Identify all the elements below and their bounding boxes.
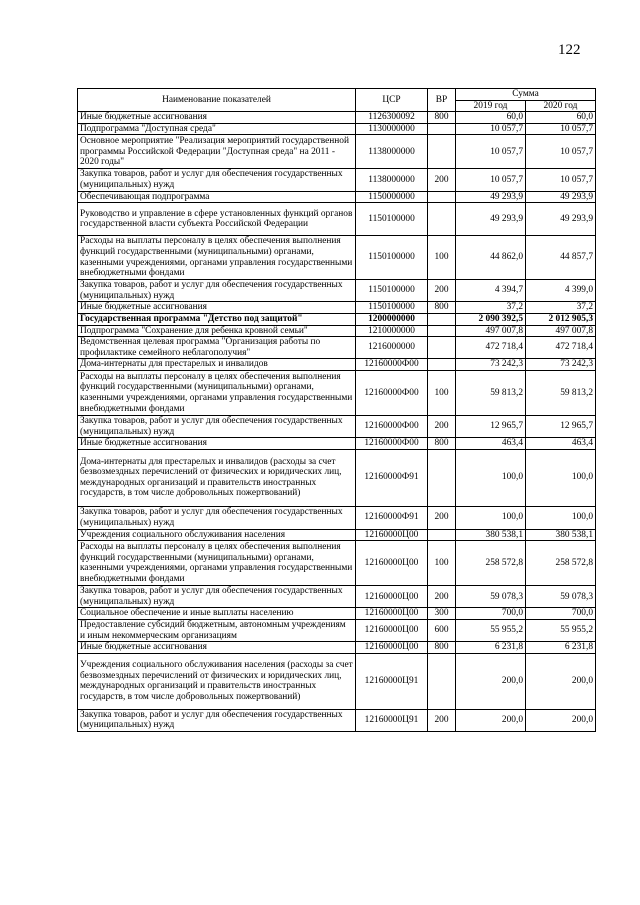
row-vr: 200 [428,169,456,191]
table-row [78,135,596,169]
row-sum-2019: 258 572,8 [456,541,526,586]
row-sum-2020: 55 955,2 [526,620,596,642]
row-name: Учреждения социального обслуживания населения [78,529,356,541]
header-sum: Сумма [456,89,596,101]
row-sum-2019: 100,0 [456,449,526,506]
table-row [78,541,596,586]
row-csr: 12160000Ц91 [356,709,428,731]
row-csr: 12160000Ц00 [356,586,428,608]
row-sum-2020: 10 057,7 [526,123,596,135]
header-name: Наименование показателей [78,89,356,112]
row-csr: 12160000Ф00 [356,359,428,371]
header-vr: ВР [428,89,456,112]
row-name: Иные бюджетные ассигнования [78,302,356,314]
row-csr: 1150100000 [356,280,428,302]
row-csr: 1150100000 [356,203,428,236]
row-csr: 12160000Ф00 [356,415,428,437]
row-sum-2019: 55 955,2 [456,620,526,642]
row-csr: 1138000000 [356,135,428,169]
table-row [78,280,596,302]
row-csr: 12160000Ц00 [356,608,428,620]
row-name: Иные бюджетные ассигнования [78,112,356,124]
row-sum-2019: 2 090 392,5 [456,313,526,325]
row-vr [428,313,456,325]
row-sum-2020: 49 293,9 [526,203,596,236]
row-name: Расходы на выплаты персоналу в целях обеспечения выполнения функций государственными (муниципальными) органами, казенными учреждениями, органами управления государственными внебюджетными фондами [78,541,356,586]
row-sum-2019: 59 078,3 [456,586,526,608]
row-name: Государственная программа "Детство под защитой" [78,313,356,325]
row-name: Расходы на выплаты персоналу в целях обеспечения выполнения функций государственными (муниципальными) органами, казенными учреждениями, органами управления государственными внебюджетными фондами [78,370,356,415]
row-sum-2020: 200,0 [526,653,596,709]
row-sum-2019: 10 057,7 [456,135,526,169]
row-vr [428,123,456,135]
row-sum-2020: 49 293,9 [526,191,596,203]
row-sum-2019: 12 965,7 [456,415,526,437]
row-csr: 1216000000 [356,337,428,359]
table-row [78,203,596,236]
row-name: Учреждения социального обслуживания населения (расходы за счет безвозмездных перечислений от физических и юридических лиц, международных организаций и правительств иностранных государств, в том числе добровольных пожертвований) [78,653,356,709]
row-name: Обеспечивающая подпрограмма [78,191,356,203]
header-csr: ЦСР [356,89,428,112]
row-sum-2020: 2 012 905,3 [526,313,596,325]
row-vr: 100 [428,541,456,586]
row-csr: 12160000Ф91 [356,506,428,529]
row-sum-2019: 472 718,4 [456,337,526,359]
row-csr: 12160000Ц00 [356,541,428,586]
table-row [78,415,596,437]
row-sum-2020: 700,0 [526,608,596,620]
row-vr: 200 [428,415,456,437]
row-name: Закупка товаров, работ и услуг для обеспечения государственных (муниципальных) нужд [78,506,356,529]
row-sum-2020: 100,0 [526,506,596,529]
row-sum-2020: 380 538,1 [526,529,596,541]
row-vr: 300 [428,608,456,620]
row-sum-2019: 10 057,7 [456,169,526,191]
table-row [78,642,596,654]
row-sum-2020: 59 078,3 [526,586,596,608]
row-sum-2020: 12 965,7 [526,415,596,437]
row-sum-2019: 380 538,1 [456,529,526,541]
budget-table [77,88,596,732]
table-row [78,529,596,541]
row-sum-2019: 200,0 [456,653,526,709]
row-csr: 1210000000 [356,325,428,337]
row-csr: 1126300092 [356,112,428,124]
row-csr: 12160000Ц00 [356,642,428,654]
row-sum-2019: 60,0 [456,112,526,124]
row-name: Закупка товаров, работ и услуг для обеспечения государственных (муниципальных) нужд [78,586,356,608]
row-name: Дома-интернаты для престарелых и инвалидов (расходы за счет безвозмездных перечислений от физических и юридических лиц, международных организаций и правительств иностранных государств, в том числе добровольных пожертвований) [78,449,356,506]
row-sum-2020: 59 813,2 [526,370,596,415]
row-sum-2020: 463,4 [526,438,596,450]
row-csr: 1150100000 [356,302,428,314]
row-sum-2020: 10 057,7 [526,169,596,191]
row-sum-2020: 472 718,4 [526,337,596,359]
table-row [78,337,596,359]
table-row [78,620,596,642]
row-vr [428,135,456,169]
row-vr [428,191,456,203]
row-sum-2019: 200,0 [456,709,526,731]
row-csr: 12160000Ф00 [356,370,428,415]
row-sum-2019: 100,0 [456,506,526,529]
table-row [78,586,596,608]
table-row [78,112,596,124]
table-row [78,709,596,731]
row-vr [428,529,456,541]
row-sum-2019: 73 242,3 [456,359,526,371]
row-name: Предоставление субсидий бюджетным, автономным учреждениям и иным некоммерческим организациям [78,620,356,642]
row-csr: 12160000Ц91 [356,653,428,709]
row-sum-2019: 44 862,0 [456,236,526,280]
row-name: Иные бюджетные ассигнования [78,438,356,450]
row-vr [428,337,456,359]
row-sum-2019: 49 293,9 [456,191,526,203]
row-csr: 12160000Ц00 [356,529,428,541]
row-sum-2019: 497 007,8 [456,325,526,337]
row-sum-2020: 200,0 [526,709,596,731]
row-csr: 12160000Ц00 [356,620,428,642]
row-vr: 200 [428,709,456,731]
row-name: Расходы на выплаты персоналу в целях обеспечения выполнения функций государственными (муниципальными) органами, казенными учреждениями, органами управления государственными внебюджетными фондами [78,236,356,280]
table-row [78,359,596,371]
row-vr [428,449,456,506]
row-name: Основное мероприятие "Реализация мероприятий государственной программы Российской Федерации "Доступная среда" на 2011 - 2020 годы" [78,135,356,169]
row-csr: 1138000000 [356,169,428,191]
row-vr: 600 [428,620,456,642]
row-sum-2020: 44 857,7 [526,236,596,280]
row-vr: 200 [428,506,456,529]
row-name: Подпрограмма "Сохранение для ребенка кровной семьи" [78,325,356,337]
row-sum-2019: 37,2 [456,302,526,314]
row-name: Социальное обеспечение и иные выплаты населению [78,608,356,620]
row-vr: 200 [428,280,456,302]
row-sum-2019: 59 813,2 [456,370,526,415]
row-csr: 12160000Ф00 [356,438,428,450]
row-sum-2020: 100,0 [526,449,596,506]
row-sum-2019: 6 231,8 [456,642,526,654]
row-sum-2020: 258 572,8 [526,541,596,586]
table-row [78,506,596,529]
row-csr: 1200000000 [356,313,428,325]
row-vr [428,325,456,337]
row-name: Дома-интернаты для престарелых и инвалидов [78,359,356,371]
table-row [78,236,596,280]
row-name: Закупка товаров, работ и услуг для обеспечения государственных (муниципальных) нужд [78,169,356,191]
row-sum-2020: 497 007,8 [526,325,596,337]
row-name: Закупка товаров, работ и услуг для обеспечения государственных (муниципальных) нужд [78,709,356,731]
table-row [78,123,596,135]
table-row [78,169,596,191]
row-csr: 1150000000 [356,191,428,203]
row-sum-2019: 463,4 [456,438,526,450]
table-row [78,191,596,203]
row-sum-2019: 700,0 [456,608,526,620]
row-vr: 100 [428,370,456,415]
row-vr: 800 [428,642,456,654]
row-csr: 1130000000 [356,123,428,135]
table-row [78,313,596,325]
table-row [78,325,596,337]
row-sum-2019: 4 394,7 [456,280,526,302]
row-vr: 100 [428,236,456,280]
table-body [78,112,596,732]
row-name: Закупка товаров, работ и услуг для обеспечения государственных (муниципальных) нужд [78,415,356,437]
row-vr: 200 [428,586,456,608]
table-row [78,438,596,450]
page-number: 122 [558,42,581,58]
table-row [78,449,596,506]
row-vr [428,359,456,371]
row-name: Руководство и управление в сфере установленных функций органов государственной власти субъекта Российской Федерации [78,203,356,236]
row-csr: 1150100000 [356,236,428,280]
row-sum-2019: 49 293,9 [456,203,526,236]
row-vr: 800 [428,302,456,314]
row-vr [428,653,456,709]
row-sum-2020: 37,2 [526,302,596,314]
row-sum-2019: 10 057,7 [456,123,526,135]
header-year-2020: 2020 год [526,100,596,112]
row-name: Закупка товаров, работ и услуг для обеспечения государственных (муниципальных) нужд [78,280,356,302]
table-row [78,370,596,415]
header-year-2019: 2019 год [456,100,526,112]
row-sum-2020: 4 399,0 [526,280,596,302]
table-row [78,608,596,620]
row-csr: 12160000Ф91 [356,449,428,506]
row-sum-2020: 6 231,8 [526,642,596,654]
row-sum-2020: 73 242,3 [526,359,596,371]
table-row [78,653,596,709]
row-name: Ведомственная целевая программа "Организация работы по профилактике семейного неблагополучия" [78,337,356,359]
row-sum-2020: 10 057,7 [526,135,596,169]
header-row [78,89,596,101]
table-row [78,302,596,314]
row-vr: 800 [428,112,456,124]
row-name: Подпрограмма "Доступная среда" [78,123,356,135]
row-name: Иные бюджетные ассигнования [78,642,356,654]
row-vr [428,203,456,236]
row-sum-2020: 60,0 [526,112,596,124]
row-vr: 800 [428,438,456,450]
